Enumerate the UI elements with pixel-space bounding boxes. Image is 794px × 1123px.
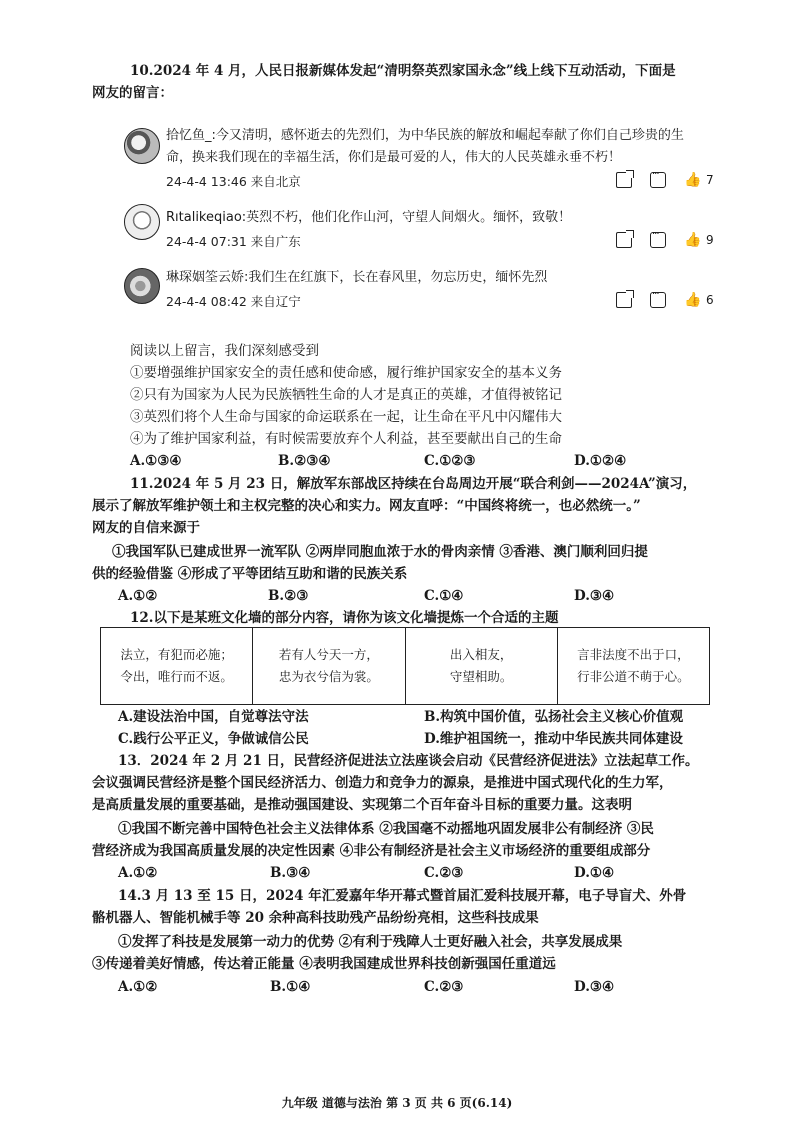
q14-items-line1: ①发挥了科技是发展第一动力的优势 ②有利于残障人士更好融入社会，共享发展成果 bbox=[118, 934, 623, 950]
comment-icon[interactable] bbox=[650, 172, 666, 188]
q10-item-2: ②只有为国家为人民为民族牺牲生命的人才是真正的英雄，才值得被铭记 bbox=[130, 387, 562, 403]
q14-items-line2: ③传递着美好情感，传达着正能量 ④表明我国建成世界科技创新强国任重道远 bbox=[92, 956, 556, 972]
q14-option-c[interactable]: C.②③ bbox=[424, 979, 464, 995]
comment-username[interactable]: 拾忆鱼_ bbox=[166, 128, 212, 143]
q14-option-d[interactable]: D.③④ bbox=[574, 979, 615, 995]
wall-cell-text: 出入相友， 守望相助。 bbox=[449, 647, 513, 684]
comment-username[interactable]: 琳琛姻筌云娇 bbox=[166, 270, 245, 285]
q12-option-a[interactable]: A.建设法治中国，自觉尊法守法 bbox=[118, 709, 309, 725]
like-count: 7 bbox=[706, 173, 714, 187]
q13-items-line1: ①我国不断完善中国特色社会主义法律体系 ②我国毫不动摇地巩固发展非公有制经济 ③民 bbox=[118, 821, 654, 837]
q13-option-c[interactable]: C.②③ bbox=[424, 865, 464, 881]
comment-username[interactable]: Rıtalikeqiao bbox=[166, 210, 242, 225]
share-icon[interactable] bbox=[616, 292, 632, 308]
comment-text: :英烈不朽，他们化作山河，守望人间烟火。缅怀，致敬！ bbox=[241, 210, 572, 225]
q13-option-a[interactable]: A.①② bbox=[118, 865, 158, 881]
q11-line2: 展示了解放军维护领土和主权完整的决心和实力。网友直呼：“中国终将统一，也必然统一。” bbox=[92, 498, 641, 514]
wall-cell bbox=[252, 628, 404, 704]
comment-2-line1 bbox=[166, 208, 571, 228]
q14-line2: 骼机器人、智能机械手等 20 余种高科技助残产品纷纷亮相，这些科技成果 bbox=[92, 910, 539, 926]
q11-items-line1: ①我国军队已建成世界一流军队 ②两岸同胞血浓于水的骨肉亲情 ③香港、澳门顺利回归提 bbox=[112, 544, 648, 560]
q10-item-1: ①要增强维护国家安全的责任感和使命感，履行维护国家安全的基本义务 bbox=[130, 365, 562, 381]
comment-actions bbox=[616, 292, 714, 308]
comment-icon[interactable] bbox=[650, 292, 666, 308]
thumbs-up-icon[interactable]: 👍 bbox=[684, 232, 702, 248]
comment-meta: 24-4-4 13:46 来自北京 bbox=[166, 174, 301, 189]
thumbs-up-icon[interactable]: 👍 bbox=[684, 172, 702, 188]
like-count: 9 bbox=[706, 233, 714, 247]
q13-option-d[interactable]: D.①④ bbox=[574, 865, 615, 881]
comment-actions bbox=[616, 172, 714, 188]
q12-option-d[interactable]: D.维护祖国统一，推动中华民族共同体建设 bbox=[424, 731, 683, 747]
q10-option-b[interactable]: B.②③④ bbox=[278, 453, 331, 469]
comment-meta: 24-4-4 07:31 来自广东 bbox=[166, 234, 301, 249]
culture-wall-table bbox=[100, 627, 710, 705]
q13-line3: 是高质量发展的重要基础，是推动强国建设、实现第二个百年奋斗目标的重要力量。这表明 bbox=[92, 797, 632, 813]
comment-1-line1 bbox=[166, 126, 684, 146]
q10-option-d[interactable]: D.①②④ bbox=[574, 453, 627, 469]
q11-line3: 网友的自信来源于 bbox=[92, 520, 200, 536]
q12-stem: 12.以下是某班文化墙的部分内容，请你为该文化墙提炼一个合适的主题 bbox=[130, 610, 559, 626]
avatar[interactable] bbox=[124, 204, 160, 240]
q10-option-c[interactable]: C.①②③ bbox=[424, 453, 476, 469]
share-icon[interactable] bbox=[616, 172, 632, 188]
share-icon[interactable] bbox=[616, 232, 632, 248]
wall-cell-text: 若有人兮天一方， 忠为衣兮信为裳。 bbox=[278, 647, 379, 684]
q13-items-line2: 营经济成为我国高质量发展的决定性因素 ④非公有制经济是社会主义市场经济的重要组成部分 bbox=[92, 843, 651, 859]
wall-cell bbox=[557, 628, 709, 704]
wall-cell bbox=[101, 628, 252, 704]
wall-cell-text: 法立，有犯而必施； 令出，唯行而不返。 bbox=[120, 647, 233, 684]
comment-text: :今又清明，感怀逝去的先烈们，为中华民族的解放和崛起奉献了你们自己珍贵的生 bbox=[211, 128, 684, 143]
q14-option-a[interactable]: A.①② bbox=[118, 979, 158, 995]
q11-option-c[interactable]: C.①④ bbox=[424, 588, 464, 604]
q11-items-line2: 供的经验借鉴 ④形成了平等团结互助和谐的民族关系 bbox=[92, 566, 408, 582]
q13-option-b[interactable]: B.③④ bbox=[270, 865, 311, 881]
avatar[interactable] bbox=[124, 128, 160, 164]
q14-option-b[interactable]: B.①④ bbox=[270, 979, 311, 995]
q10-option-a[interactable]: A.①③④ bbox=[130, 453, 182, 469]
like-count: 6 bbox=[706, 293, 714, 307]
q10-item-3: ③英烈们将个人生命与国家的命运联系在一起，让生命在平凡中闪耀伟大 bbox=[130, 409, 562, 425]
q10-stem-line1: 10.2024 年 4 月，人民日报新媒体发起“清明祭英烈家国永念”线上线下互动活动，下面是 bbox=[130, 63, 676, 79]
comment-actions bbox=[616, 232, 714, 248]
q11-option-d[interactable]: D.③④ bbox=[574, 588, 615, 604]
q12-option-b[interactable]: B.构筑中国价值，弘扬社会主义核心价值观 bbox=[424, 709, 684, 725]
q11-option-b[interactable]: B.②③ bbox=[268, 588, 309, 604]
q14-line1: 14.3 月 13 至 15 日，2024 年汇爱嘉年华开幕式暨首届汇爱科技展开幕，电子导盲犬、外骨 bbox=[118, 888, 687, 904]
wall-cell bbox=[405, 628, 557, 704]
q11-line1: 11.2024 年 5 月 23 日，解放军东部战区持续在台岛周边开展“联合利剑——2024A”演习， bbox=[130, 476, 697, 492]
q13-line2: 会议强调民营经济是整个国民经济活力、创造力和竞争力的源泉，是推进中国式现代化的生力军， bbox=[92, 775, 673, 791]
page-footer: 九年级 道德与法治 第 3 页 共 6 页(6.14) bbox=[281, 1096, 513, 1110]
comment-1-line2: 命，换来我们现在的幸福生活，你们是最可爱的人，伟大的人民英雄永垂不朽！ bbox=[166, 150, 622, 165]
comment-text: :我们生在红旗下，长在春风里，勿忘历史，缅怀先烈 bbox=[244, 270, 548, 285]
avatar[interactable] bbox=[124, 268, 160, 304]
comment-meta: 24-4-4 08:42 来自辽宁 bbox=[166, 294, 301, 309]
q11-option-a[interactable]: A.①② bbox=[118, 588, 158, 604]
q12-option-c[interactable]: C.践行公平正义，争做诚信公民 bbox=[118, 731, 309, 747]
comment-3-line1 bbox=[166, 268, 547, 288]
comment-icon[interactable] bbox=[650, 232, 666, 248]
q10-prompt: 阅读以上留言，我们深刻感受到 bbox=[130, 343, 319, 359]
wall-cell-text: 言非法度不出于口， 行非公道不萌于心。 bbox=[577, 647, 690, 684]
q10-item-4: ④为了维护国家利益，有时候需要放弃个人利益，甚至要献出自己的生命 bbox=[130, 431, 562, 447]
q13-line1: 13．2024 年 2 月 21 日，民营经济促进法立法座谈会启动《民营经济促进法》立法起草工作。 bbox=[118, 753, 699, 769]
thumbs-up-icon[interactable]: 👍 bbox=[684, 292, 702, 308]
q10-stem-line2: 网友的留言： bbox=[92, 85, 173, 101]
